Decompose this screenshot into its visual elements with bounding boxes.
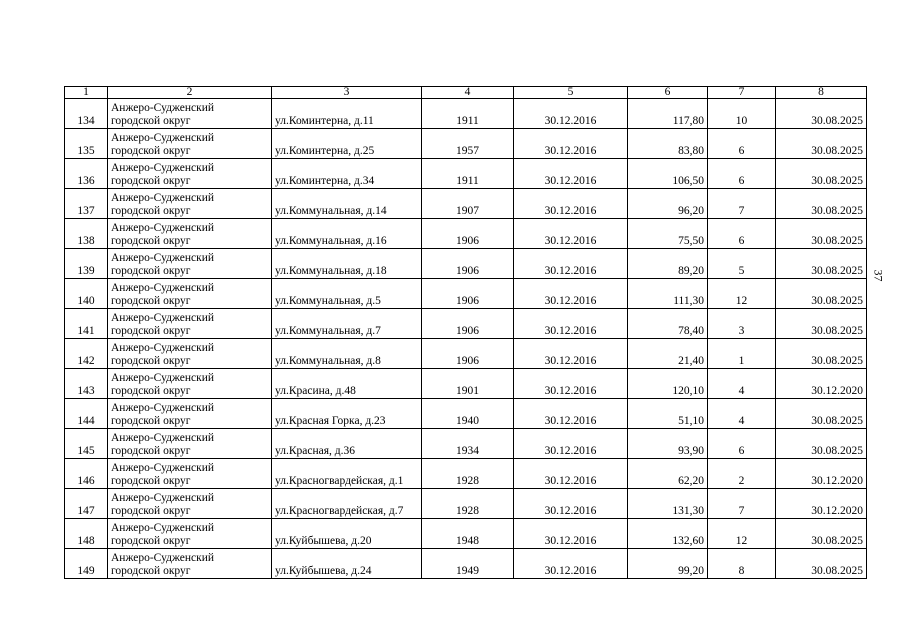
row-number: 141: [65, 309, 108, 339]
municipality-cell: [108, 249, 272, 279]
deadline-cell: 30.08.2025: [776, 189, 867, 219]
address-cell: ул.Красногвардейская, д.7: [272, 489, 422, 519]
row-number: 149: [65, 549, 108, 579]
municipality-line: городской округ: [111, 115, 191, 127]
column-number: 3: [272, 87, 422, 99]
municipality-cell: [108, 459, 272, 489]
count-cell: 7: [708, 189, 776, 219]
deadline-cell: 30.08.2025: [776, 339, 867, 369]
year-cell: 1906: [422, 249, 514, 279]
municipality-line: Анжеро-Судженский: [111, 162, 215, 174]
table-row: [65, 399, 867, 429]
column-number: 2: [108, 87, 272, 99]
date-cell: 30.12.2016: [514, 189, 628, 219]
municipality-line: городской округ: [111, 445, 191, 457]
row-number: 145: [65, 429, 108, 459]
row-number: 139: [65, 249, 108, 279]
area-cell: 99,20: [628, 549, 708, 579]
deadline-cell: 30.08.2025: [776, 429, 867, 459]
area-cell: 96,20: [628, 189, 708, 219]
column-number: 5: [514, 87, 628, 99]
area-cell: 132,60: [628, 519, 708, 549]
area-cell: 117,80: [628, 99, 708, 129]
year-cell: 1948: [422, 519, 514, 549]
count-cell: 12: [708, 279, 776, 309]
row-number: 140: [65, 279, 108, 309]
address-cell: ул.Красная, д.36: [272, 429, 422, 459]
area-cell: 83,80: [628, 129, 708, 159]
address-cell: ул.Коммунальная, д.5: [272, 279, 422, 309]
municipality-line: городской округ: [111, 505, 191, 517]
date-cell: 30.12.2016: [514, 429, 628, 459]
deadline-cell: 30.08.2025: [776, 279, 867, 309]
municipality-line: городской округ: [111, 175, 191, 187]
year-cell: 1957: [422, 129, 514, 159]
area-cell: 51,10: [628, 399, 708, 429]
table-row: [65, 489, 867, 519]
date-cell: 30.12.2016: [514, 279, 628, 309]
deadline-cell: 30.08.2025: [776, 549, 867, 579]
address-cell: ул.Коммунальная, д.18: [272, 249, 422, 279]
municipality-cell: [108, 309, 272, 339]
row-number: 138: [65, 219, 108, 249]
table-row: [65, 549, 867, 579]
year-cell: 1940: [422, 399, 514, 429]
table-row: [65, 309, 867, 339]
row-number: 143: [65, 369, 108, 399]
deadline-cell: 30.08.2025: [776, 219, 867, 249]
municipality-cell: [108, 519, 272, 549]
municipality-line: Анжеро-Судженский: [111, 552, 215, 564]
municipality-cell: [108, 279, 272, 309]
area-cell: 75,50: [628, 219, 708, 249]
row-number: 144: [65, 399, 108, 429]
date-cell: 30.12.2016: [514, 549, 628, 579]
municipality-line: городской округ: [111, 265, 191, 277]
year-cell: 1906: [422, 309, 514, 339]
column-number: 4: [422, 87, 514, 99]
deadline-cell: 30.08.2025: [776, 399, 867, 429]
municipality-line: Анжеро-Судженский: [111, 342, 215, 354]
housing-table: [64, 86, 867, 579]
row-number: 136: [65, 159, 108, 189]
table-row: [65, 339, 867, 369]
municipality-cell: [108, 189, 272, 219]
year-cell: 1934: [422, 429, 514, 459]
count-cell: 2: [708, 459, 776, 489]
row-number: 134: [65, 99, 108, 129]
area-cell: 93,90: [628, 429, 708, 459]
year-cell: 1928: [422, 489, 514, 519]
date-cell: 30.12.2016: [514, 339, 628, 369]
table-row: [65, 129, 867, 159]
date-cell: 30.12.2016: [514, 399, 628, 429]
deadline-cell: 30.08.2025: [776, 249, 867, 279]
municipality-line: Анжеро-Судженский: [111, 132, 215, 144]
table-row: [65, 99, 867, 129]
municipality-cell: [108, 339, 272, 369]
row-number: 137: [65, 189, 108, 219]
municipality-line: Анжеро-Судженский: [111, 312, 215, 324]
column-number: 8: [776, 87, 867, 99]
municipality-cell: [108, 159, 272, 189]
municipality-line: городской округ: [111, 535, 191, 547]
count-cell: 6: [708, 429, 776, 459]
municipality-cell: [108, 369, 272, 399]
table-row: [65, 369, 867, 399]
area-cell: 62,20: [628, 459, 708, 489]
row-number: 135: [65, 129, 108, 159]
municipality-line: городской округ: [111, 145, 191, 157]
column-number: 6: [628, 87, 708, 99]
page-number: 37: [871, 269, 886, 282]
address-cell: ул.Коммунальная, д.7: [272, 309, 422, 339]
table-row: [65, 279, 867, 309]
count-cell: 4: [708, 399, 776, 429]
area-cell: 89,20: [628, 249, 708, 279]
municipality-cell: [108, 129, 272, 159]
municipality-line: Анжеро-Судженский: [111, 372, 215, 384]
deadline-cell: 30.08.2025: [776, 159, 867, 189]
area-cell: 111,30: [628, 279, 708, 309]
municipality-line: Анжеро-Судженский: [111, 492, 215, 504]
address-cell: ул.Красногвардейская, д.1: [272, 459, 422, 489]
municipality-line: городской округ: [111, 385, 191, 397]
deadline-cell: 30.08.2025: [776, 519, 867, 549]
table-row: [65, 219, 867, 249]
address-cell: ул.Коммунальная, д.16: [272, 219, 422, 249]
area-cell: 131,30: [628, 489, 708, 519]
date-cell: 30.12.2016: [514, 129, 628, 159]
year-cell: 1949: [422, 549, 514, 579]
municipality-line: Анжеро-Судженский: [111, 432, 215, 444]
municipality-line: Анжеро-Судженский: [111, 252, 215, 264]
date-cell: 30.12.2016: [514, 489, 628, 519]
year-cell: 1928: [422, 459, 514, 489]
municipality-line: городской округ: [111, 325, 191, 337]
date-cell: 30.12.2016: [514, 219, 628, 249]
municipality-line: городской округ: [111, 355, 191, 367]
municipality-line: городской округ: [111, 205, 191, 217]
column-number: 1: [65, 87, 108, 99]
municipality-line: городской округ: [111, 475, 191, 487]
area-cell: 21,40: [628, 339, 708, 369]
date-cell: 30.12.2016: [514, 519, 628, 549]
address-cell: ул.Коммунальная, д.14: [272, 189, 422, 219]
area-cell: 78,40: [628, 309, 708, 339]
municipality-line: Анжеро-Судженский: [111, 222, 215, 234]
municipality-cell: [108, 219, 272, 249]
area-cell: 106,50: [628, 159, 708, 189]
municipality-line: Анжеро-Судженский: [111, 102, 215, 114]
municipality-line: городской округ: [111, 295, 191, 307]
table-row: [65, 429, 867, 459]
municipality-line: Анжеро-Судженский: [111, 282, 215, 294]
year-cell: 1906: [422, 279, 514, 309]
year-cell: 1906: [422, 339, 514, 369]
date-cell: 30.12.2016: [514, 99, 628, 129]
address-cell: ул.Куйбышева, д.24: [272, 549, 422, 579]
municipality-cell: [108, 99, 272, 129]
municipality-line: городской округ: [111, 565, 191, 577]
municipality-cell: [108, 399, 272, 429]
count-cell: 3: [708, 309, 776, 339]
address-cell: ул.Красина, д.48: [272, 369, 422, 399]
count-cell: 7: [708, 489, 776, 519]
deadline-cell: 30.08.2025: [776, 99, 867, 129]
deadline-cell: 30.12.2020: [776, 459, 867, 489]
date-cell: 30.12.2016: [514, 369, 628, 399]
count-cell: 5: [708, 249, 776, 279]
address-cell: ул.Коммунальная, д.8: [272, 339, 422, 369]
deadline-cell: 30.12.2020: [776, 369, 867, 399]
year-cell: 1906: [422, 219, 514, 249]
count-cell: 1: [708, 339, 776, 369]
municipality-cell: [108, 549, 272, 579]
address-cell: ул.Коминтерна, д.11: [272, 99, 422, 129]
municipality-line: городской округ: [111, 415, 191, 427]
table-row: [65, 249, 867, 279]
row-number: 142: [65, 339, 108, 369]
table-row: [65, 189, 867, 219]
row-number: 146: [65, 459, 108, 489]
date-cell: 30.12.2016: [514, 159, 628, 189]
municipality-line: Анжеро-Судженский: [111, 402, 215, 414]
count-cell: 12: [708, 519, 776, 549]
address-cell: ул.Коминтерна, д.34: [272, 159, 422, 189]
area-cell: 120,10: [628, 369, 708, 399]
table-row: [65, 519, 867, 549]
table-row: [65, 459, 867, 489]
year-cell: 1911: [422, 99, 514, 129]
year-cell: 1911: [422, 159, 514, 189]
municipality-cell: [108, 489, 272, 519]
municipality-line: Анжеро-Судженский: [111, 462, 215, 474]
date-cell: 30.12.2016: [514, 459, 628, 489]
date-cell: 30.12.2016: [514, 309, 628, 339]
municipality-cell: [108, 429, 272, 459]
count-cell: 8: [708, 549, 776, 579]
address-cell: ул.Красная Горка, д.23: [272, 399, 422, 429]
count-cell: 10: [708, 99, 776, 129]
row-number: 147: [65, 489, 108, 519]
municipality-line: Анжеро-Судженский: [111, 192, 215, 204]
date-cell: 30.12.2016: [514, 249, 628, 279]
deadline-cell: 30.12.2020: [776, 489, 867, 519]
year-cell: 1907: [422, 189, 514, 219]
column-number-row: [65, 87, 867, 99]
count-cell: 6: [708, 219, 776, 249]
count-cell: 6: [708, 129, 776, 159]
address-cell: ул.Куйбышева, д.20: [272, 519, 422, 549]
count-cell: 6: [708, 159, 776, 189]
deadline-cell: 30.08.2025: [776, 309, 867, 339]
municipality-line: Анжеро-Судженский: [111, 522, 215, 534]
row-number: 148: [65, 519, 108, 549]
table-row: [65, 159, 867, 189]
deadline-cell: 30.08.2025: [776, 129, 867, 159]
address-cell: ул.Коминтерна, д.25: [272, 129, 422, 159]
year-cell: 1901: [422, 369, 514, 399]
column-number: 7: [708, 87, 776, 99]
municipality-line: городской округ: [111, 235, 191, 247]
count-cell: 4: [708, 369, 776, 399]
